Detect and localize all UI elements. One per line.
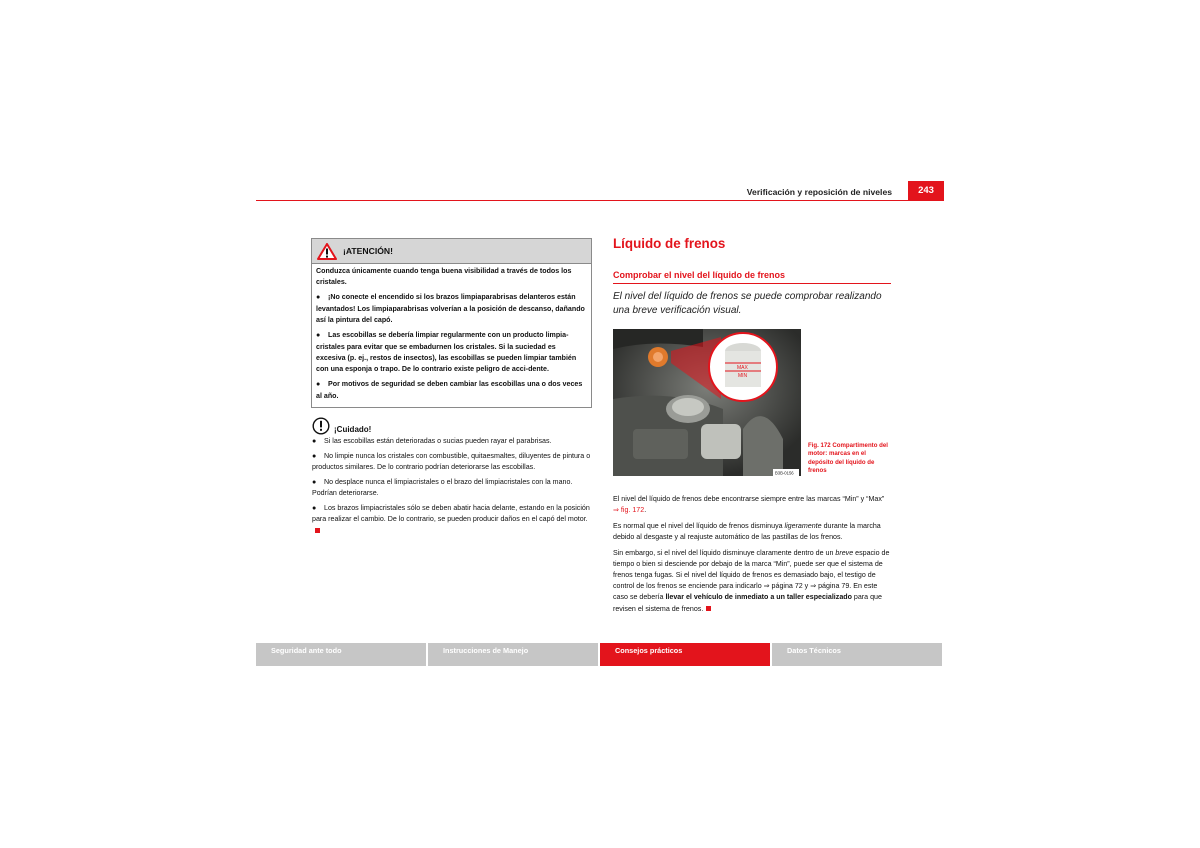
bullet-icon: ● [312,504,317,512]
min-label: MIN [738,373,748,379]
warning-bullet-text: Las escobillas se debería limpiar regularmente con un producto limpia-cristales para evitar que se embadurnen los cristales. Si la suciedad es excesiva (p. ej., restos de insectos), las escobillas se pueden limpiar también con una esponja o trapo. De lo contrario existe peligro de acci-dente. [316,331,577,374]
bullet-icon: ● [316,293,321,302]
caution-item-text: Los brazos limpiacristales sólo se deben abatir hacia delante, estando en la posición para realizar el cambio. De lo contrario, se pueden producir daños en el capó del motor. [312,504,590,524]
warning-bullet [316,330,587,376]
footer-tab-consejos[interactable]: Consejos prácticos [600,643,770,666]
caution-exclamation-icon [312,417,330,435]
warning-triangle-icon [317,243,337,260]
caution-item [312,436,592,447]
caution-item-text: No desplace nunca el limpiacristales o el brazo del limpiacristales con la mano. Podrían deteriorarse. [312,478,573,498]
footer-tab-instrucciones[interactable]: Instrucciones de Manejo [428,643,598,666]
warning-header [312,239,591,264]
warning-body [312,264,591,408]
caution-item [312,451,592,473]
caution-title: ¡Cuidado! [334,425,372,434]
caution-section [312,416,592,540]
caution-header [312,416,592,435]
bullet-icon: ● [312,452,317,460]
running-header-title: Verificación y reposición de niveles [746,187,892,197]
bullet-icon: ● [312,478,317,486]
body-paragraph: Sin embargo, si el nivel del líquido disminuye claramente dentro de un breve espacio de tiempo o bien si desciende por debajo de la marca “Min”, puede ser que el sistema de frenos tenga fugas. Si el nivel del líquido de frenos es demasiado bajo, el testigo de control de los frenos se enciende para indicarlo ⇒ página 72 y ⇒ página 79. En este caso se debería llevar el vehículo de inmediato a un taller especializado para que revisen el sistema de frenos. [613,548,890,613]
caution-item-text: No limpie nunca los cristales con combustible, quitaesmaltes, diluyentes de pintura o productos similares. De lo contrario podrían deteriorarse las escobillas. [312,452,591,472]
figure-caption: Fig. 172 Compartimento del motor: marcas en el depósito del líquido de frenos [808,442,888,475]
body-text [613,494,891,619]
subsection-title: Comprobar el nivel del líquido de frenos [613,270,786,280]
engine-compartment-figure [613,329,801,476]
footer-tab-datos[interactable]: Datos Técnicos [772,643,942,666]
page-number: 243 [908,181,944,200]
header-rule [256,200,944,201]
warning-paragraph: Conduzca únicamente cuando tenga buena visibilidad a través de todos los cristales. [316,267,572,287]
warning-box [311,238,592,408]
warning-bullet [316,379,587,402]
bullet-icon: ● [316,331,321,340]
section-title: Líquido de frenos [613,236,726,251]
caution-item [312,477,592,499]
max-label: MAX [737,365,748,371]
figure-reference-link[interactable]: ⇒ fig. 172 [613,506,645,515]
engine-compartment-illustration [613,329,801,476]
end-mark-icon [315,528,320,533]
section-intro: El nivel del líquido de frenos se puede comprobar realizando una breve verificación visual. [613,291,882,316]
body-paragraph: El nivel del líquido de frenos debe encontrarse siempre entre las marcas “Min” y “Max” ⇒ fig. 172. [613,495,885,515]
bullet-icon: ● [312,437,317,446]
warning-bullet-text: Por motivos de seguridad se deben cambiar las escobillas una o dos veces al año. [316,380,583,400]
warning-bullet [316,292,587,326]
warning-title: ¡ATENCIÓN! [343,246,393,256]
caution-item [312,503,592,537]
footer-tab-seguridad[interactable]: Seguridad ante todo [256,643,426,666]
subsection-rule [613,283,891,284]
figure-code: B3B-0156 [775,470,794,476]
body-paragraph: Es normal que el nivel del líquido de frenos disminuya ligeramente durante la marcha debido al desgaste y al reajuste automático de las pastillas de los frenos. [613,521,881,541]
caution-item-text: Si las escobillas están deterioradas o sucias pueden rayar el parabrisas. [324,437,552,446]
end-mark-icon [706,606,711,611]
warning-bullet-text: ¡No conecte el encendido si los brazos limpiaparabrisas delanteros están levantados! Los limpiaparabrisas volverían a la posición de descanso, dañando así la pintura del capó. [316,293,585,325]
bullet-icon: ● [316,380,321,389]
